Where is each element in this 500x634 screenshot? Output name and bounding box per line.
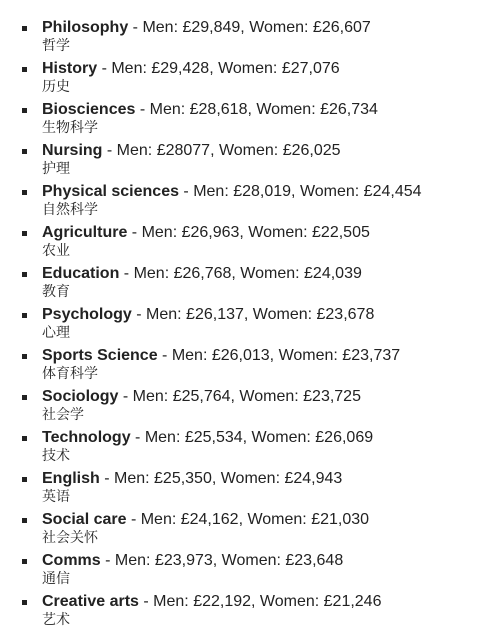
chinese-translation: 教育: [42, 284, 70, 300]
subject-name: Sports Science: [42, 347, 158, 364]
subject-name: Creative arts: [42, 593, 139, 610]
salary-text: Men: £28,019, Women: £24,454: [193, 183, 422, 200]
subject-name: Education: [42, 265, 120, 282]
subject-name: Social care: [42, 511, 127, 528]
salary-text: Men: £28077, Women: £26,025: [116, 142, 341, 159]
subject-name: History: [42, 60, 98, 77]
item-line: [42, 18, 500, 38]
subject-name: Comms: [42, 552, 101, 569]
item-line: [42, 305, 500, 325]
chinese-translation: 农业: [42, 243, 70, 259]
item-line: [42, 469, 500, 489]
separator: -: [138, 593, 154, 610]
bullet-icon: [22, 477, 27, 482]
list-item: [0, 469, 500, 510]
salary-text: Men: £22,192, Women: £21,246: [153, 593, 382, 610]
bullet-icon: [22, 108, 27, 113]
bullet-icon: [22, 518, 27, 523]
salary-text: Men: £25,764, Women: £23,725: [132, 388, 361, 405]
bullet-icon: [22, 26, 27, 31]
item-line: [42, 182, 500, 202]
bullet-icon: [22, 67, 27, 72]
salary-text: Men: £28,618, Women: £26,734: [149, 101, 378, 118]
list-item: [0, 592, 500, 633]
chinese-translation: 自然科学: [42, 202, 98, 218]
list-item: [0, 141, 500, 182]
separator: -: [135, 101, 150, 118]
subject-name: Technology: [42, 429, 131, 446]
bullet-icon: [22, 354, 27, 359]
subject-name: Physical sciences: [42, 183, 179, 200]
list-item: [0, 551, 500, 592]
separator: -: [97, 60, 112, 77]
salary-list: [0, 18, 500, 633]
list-item: [0, 182, 500, 223]
chinese-translation: 历史: [42, 79, 70, 95]
bullet-icon: [22, 149, 27, 154]
separator: -: [127, 224, 142, 241]
item-line: [42, 100, 500, 120]
chinese-translation: 技术: [42, 448, 70, 464]
chinese-translation: 英语: [42, 489, 70, 505]
salary-text: Men: £29,428, Women: £27,076: [111, 60, 340, 77]
bullet-icon: [22, 190, 27, 195]
item-line: [42, 428, 500, 448]
list-item: [0, 59, 500, 100]
subject-name: Philosophy: [42, 19, 129, 36]
bullet-icon: [22, 272, 27, 277]
chinese-translation: 心理: [42, 325, 70, 341]
item-line: [42, 346, 500, 366]
list-item: [0, 223, 500, 264]
separator: -: [100, 552, 115, 569]
list-item: [0, 18, 500, 59]
salary-text: Men: £26,137, Women: £23,678: [146, 306, 375, 323]
salary-text: Men: £26,768, Women: £24,039: [133, 265, 362, 282]
subject-name: Agriculture: [42, 224, 128, 241]
salary-text: Men: £25,350, Women: £24,943: [114, 470, 343, 487]
chinese-translation: 社会学: [42, 407, 84, 423]
list-item: [0, 510, 500, 551]
bullet-icon: [22, 559, 27, 564]
salary-text: Men: £26,963, Women: £22,505: [141, 224, 370, 241]
list-item: [0, 387, 500, 428]
list-item: [0, 264, 500, 305]
subject-name: English: [42, 470, 100, 487]
separator: -: [128, 19, 143, 36]
separator: -: [126, 511, 141, 528]
item-line: [42, 264, 500, 284]
subject-name: Nursing: [42, 142, 103, 159]
salary-text: Men: £23,973, Women: £23,648: [114, 552, 344, 569]
chinese-translation: 生物科学: [42, 120, 98, 136]
chinese-translation: 护理: [42, 161, 70, 177]
salary-text: Men: £25,534, Women: £26,069: [144, 429, 374, 446]
item-line: [42, 387, 500, 407]
separator: -: [118, 388, 133, 405]
chinese-translation: 通信: [42, 571, 70, 587]
separator: -: [157, 347, 172, 364]
item-line: [42, 510, 500, 530]
list-item: [0, 100, 500, 141]
salary-text: Men: £29,849, Women: £26,607: [142, 19, 371, 36]
item-line: [42, 592, 500, 612]
salary-text: Men: £24,162, Women: £21,030: [140, 511, 370, 528]
separator: -: [178, 183, 194, 200]
separator: -: [99, 470, 114, 487]
separator: -: [130, 429, 145, 446]
subject-name: Biosciences: [42, 101, 136, 118]
list-item: [0, 305, 500, 346]
separator: -: [102, 142, 117, 159]
subject-name: Psychology: [42, 306, 132, 323]
chinese-translation: 体育科学: [42, 366, 98, 382]
bullet-icon: [22, 231, 27, 236]
item-line: [42, 551, 500, 571]
salary-text: Men: £26,013, Women: £23,737: [171, 347, 401, 364]
subject-name: Sociology: [42, 388, 119, 405]
list-item: [0, 346, 500, 387]
list-item: [0, 428, 500, 469]
chinese-translation: 社会关怀: [42, 530, 98, 546]
chinese-translation: 哲学: [42, 38, 70, 54]
item-line: [42, 223, 500, 243]
bullet-icon: [22, 600, 27, 605]
bullet-icon: [22, 436, 27, 441]
bullet-icon: [22, 395, 27, 400]
chinese-translation: 艺术: [42, 612, 70, 628]
item-line: [42, 59, 500, 79]
separator: -: [131, 306, 147, 323]
bullet-icon: [22, 313, 27, 318]
item-line: [42, 141, 500, 161]
separator: -: [119, 265, 134, 282]
